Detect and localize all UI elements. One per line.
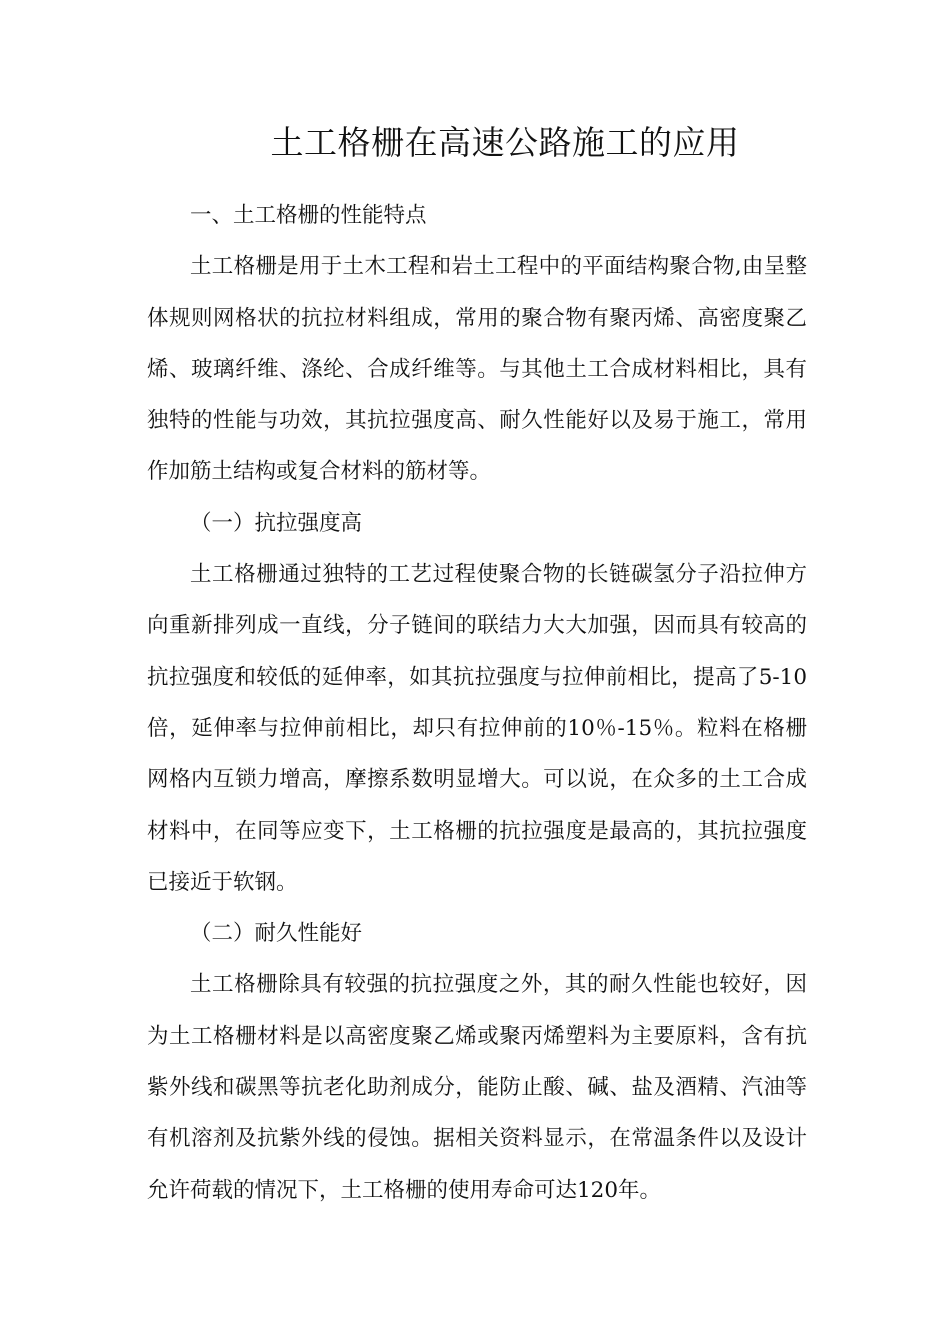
- section-heading-1: 一、土工格栅的性能特点: [190, 203, 427, 228]
- document-body: [147, 190, 807, 1216]
- document-title: 土工格栅在高速公路施工的应用: [270, 123, 740, 162]
- section-heading-2: （一）抗拉强度高: [190, 510, 363, 536]
- paragraph-2: 土工格栅通过独特的工艺过程使聚合物的长链碳氢分子沿拉伸方向重新排列成一直线，分子链间的联结力大大加强，因而具有较高的抗拉强度和较低的延伸率，如其抗拉强度与拉伸前相比，提高了5-10倍，延伸率与拉伸前相比，却只有拉伸前的10％-15％。粒料在格栅网格内互锁力增高，摩擦系数明显增大。可以说，在众多的土工合成材料中，在同等应变下，土工格栅的抗拉强度是最高的，其抗拉强度已接近于软钢。: [147, 562, 807, 895]
- paragraph-3: 土工格栅除具有较强的抗拉强度之外，其的耐久性能也较好，因为土工格栅材料是以高密度聚乙烯或聚丙烯塑料为主要原料，含有抗紫外线和碳黑等抗老化助剂成分，能防止酸、碱、盐及酒精、汽油等有机溶剂及抗紫外线的侵蚀。据相关资料显示，在常温条件以及设计允许荷载的情况下，土工格栅的使用寿命可达120年。: [147, 972, 807, 1203]
- section-heading-3: （二）耐久性能好: [190, 921, 363, 947]
- paragraph-1: 土工格栅是用于土木工程和岩土工程中的平面结构聚合物,由呈整体规则网格状的抗拉材料组成，常用的聚合物有聚丙烯、高密度聚乙烯、玻璃纤维、涤纶、合成纤维等。与其他土工合成材料相比，具有独特的性能与功效，其抗拉强度高、耐久性能好以及易于施工，常用作加筋土结构或复合材料的筋材等。: [147, 254, 807, 485]
